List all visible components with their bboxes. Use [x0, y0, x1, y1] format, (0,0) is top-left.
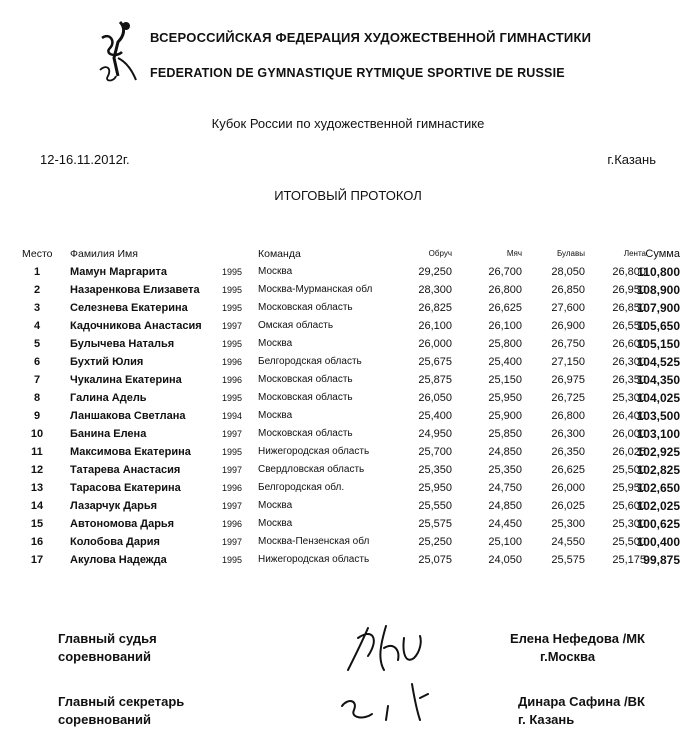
chief-judge-name: Елена Нефедова /МК — [510, 631, 645, 646]
athlete-name-cell: Тарасова Екатерина — [70, 482, 181, 494]
table-row — [0, 461, 696, 479]
table-row — [0, 299, 696, 317]
place-cell: 17 — [30, 554, 44, 566]
total-score-cell: 104,350 — [636, 373, 680, 387]
event-dates: 12-16.11.2012г. — [40, 152, 130, 167]
chief-secretary-label-line2: соревнований — [58, 712, 152, 727]
ribbon-score-cell: 25,300 — [612, 392, 646, 404]
header-total: Сумма — [645, 248, 680, 260]
ball-score-cell: 25,350 — [488, 464, 522, 476]
clubs-score-cell: 27,150 — [551, 356, 585, 368]
table-row — [0, 551, 696, 569]
ribbon-score-cell: 25,600 — [612, 500, 646, 512]
chief-secretary-label-line1: Главный секретарь — [58, 694, 185, 709]
total-score-cell: 103,500 — [636, 409, 680, 423]
clubs-score-cell: 25,300 — [551, 518, 585, 530]
ribbon-score-cell: 25,950 — [612, 482, 646, 494]
birth-year-cell: 1997 — [222, 321, 243, 331]
hoop-score-cell: 25,400 — [418, 410, 452, 422]
athlete-name-cell: Мамун Маргарита — [70, 266, 168, 278]
athlete-name-cell: Чукалина Екатерина — [70, 374, 182, 386]
table-row — [0, 443, 696, 461]
table-row — [0, 515, 696, 533]
total-score-cell: 107,900 — [636, 301, 680, 315]
birth-year-cell: 1995 — [222, 285, 243, 295]
table-header — [0, 245, 696, 263]
place-cell: 7 — [33, 374, 41, 386]
birth-year-cell: 1994 — [222, 411, 243, 421]
clubs-score-cell: 26,025 — [551, 500, 585, 512]
place-cell: 3 — [33, 302, 41, 314]
table-body — [0, 263, 696, 569]
total-score-cell: 102,825 — [636, 463, 680, 477]
place-cell: 10 — [30, 428, 44, 440]
gymnast-ribbon-logo-icon — [96, 18, 140, 84]
athlete-name-cell: Селезнева Екатерина — [70, 302, 188, 314]
place-cell: 14 — [30, 500, 44, 512]
chief-secretary-info — [518, 693, 645, 729]
hoop-score-cell: 25,700 — [418, 446, 452, 458]
chief-secretary-label — [58, 693, 184, 729]
birth-year-cell: 1997 — [222, 429, 243, 439]
ball-score-cell: 24,850 — [488, 446, 522, 458]
ribbon-score-cell: 26,025 — [612, 446, 646, 458]
ball-score-cell: 26,800 — [488, 284, 522, 296]
team-cell: Нижегородская область — [258, 446, 370, 457]
ribbon-score-cell: 26,550 — [612, 320, 646, 332]
team-cell: Москва — [258, 266, 293, 277]
results-table — [0, 245, 696, 569]
team-cell: Нижегородская область — [258, 554, 370, 565]
clubs-score-cell: 26,750 — [551, 338, 585, 350]
ball-score-cell: 24,050 — [488, 554, 522, 566]
birth-year-cell: 1995 — [222, 447, 243, 457]
place-cell: 2 — [33, 284, 41, 296]
team-cell: Москва — [258, 410, 293, 421]
header-place: Место — [22, 248, 53, 260]
team-cell: Москва — [258, 500, 293, 511]
hoop-score-cell: 25,075 — [418, 554, 452, 566]
birth-year-cell: 1996 — [222, 375, 243, 385]
table-row — [0, 533, 696, 551]
clubs-score-cell: 26,000 — [551, 482, 585, 494]
place-cell: 6 — [33, 356, 41, 368]
birth-year-cell: 1997 — [222, 537, 243, 547]
ball-score-cell: 24,850 — [488, 500, 522, 512]
athlete-name-cell: Татарева Анастасия — [70, 464, 181, 476]
place-cell: 16 — [30, 536, 44, 548]
header-hoop: Обруч — [428, 249, 452, 258]
ball-score-cell: 26,700 — [488, 266, 522, 278]
total-score-cell: 108,900 — [636, 283, 680, 297]
clubs-score-cell: 25,575 — [551, 554, 585, 566]
birth-year-cell: 1996 — [222, 357, 243, 367]
table-row — [0, 407, 696, 425]
ribbon-score-cell: 25,300 — [612, 518, 646, 530]
place-cell: 8 — [33, 392, 41, 404]
ball-score-cell: 26,100 — [488, 320, 522, 332]
place-cell: 9 — [33, 410, 41, 422]
ball-score-cell: 25,150 — [488, 374, 522, 386]
table-row — [0, 497, 696, 515]
hoop-score-cell: 25,875 — [418, 374, 452, 386]
total-score-cell: 102,925 — [636, 445, 680, 459]
clubs-score-cell: 27,600 — [551, 302, 585, 314]
team-cell: Московская область — [258, 302, 353, 313]
federation-name-ru: ВСЕРОССИЙСКАЯ ФЕДЕРАЦИЯ ХУДОЖЕСТВЕННОЙ ГИМНАСТИКИ — [150, 30, 592, 45]
team-cell: Свердловская область — [258, 464, 365, 475]
team-cell: Москва-Мурманская обл — [258, 284, 373, 295]
place-cell: 1 — [33, 266, 41, 278]
table-row — [0, 281, 696, 299]
team-cell: Белгородская область — [258, 356, 362, 367]
team-cell: Москва-Пензенская обл — [258, 536, 370, 547]
total-score-cell: 103,100 — [636, 427, 680, 441]
ball-score-cell: 25,100 — [488, 536, 522, 548]
hoop-score-cell: 24,950 — [418, 428, 452, 440]
table-row — [0, 479, 696, 497]
hoop-score-cell: 26,050 — [418, 392, 452, 404]
chief-judge-label — [58, 630, 157, 666]
athlete-name-cell: Банина Елена — [70, 428, 147, 440]
birth-year-cell: 1996 — [222, 483, 243, 493]
chief-judge-city: г.Москва — [540, 649, 596, 664]
athlete-name-cell: Акулова Надежда — [70, 554, 167, 566]
clubs-score-cell: 26,900 — [551, 320, 585, 332]
total-score-cell: 100,400 — [636, 535, 680, 549]
ribbon-score-cell: 26,400 — [612, 410, 646, 422]
hoop-score-cell: 25,675 — [418, 356, 452, 368]
protocol-title: ИТОГОВЫЙ ПРОТОКОЛ — [274, 188, 422, 203]
hoop-score-cell: 26,825 — [418, 302, 452, 314]
ball-score-cell: 25,900 — [488, 410, 522, 422]
table-row — [0, 425, 696, 443]
header-name: Фамилия Имя — [70, 248, 138, 260]
total-score-cell: 105,650 — [636, 319, 680, 333]
ball-score-cell: 24,450 — [488, 518, 522, 530]
header-ribbon: Лента — [623, 249, 646, 258]
clubs-score-cell: 26,625 — [551, 464, 585, 476]
athlete-name-cell: Максимова Екатерина — [70, 446, 191, 458]
total-score-cell: 99,875 — [643, 553, 680, 567]
birth-year-cell: 1995 — [222, 303, 243, 313]
team-cell: Москва — [258, 518, 293, 529]
header-team: Команда — [258, 248, 301, 260]
event-city: г.Казань — [607, 152, 656, 167]
athlete-name-cell: Галина Адель — [70, 392, 147, 404]
total-score-cell: 104,025 — [636, 391, 680, 405]
ribbon-score-cell: 25,500 — [612, 536, 646, 548]
athlete-name-cell: Бухтий Юлия — [70, 356, 144, 368]
clubs-score-cell: 26,300 — [551, 428, 585, 440]
place-cell: 15 — [30, 518, 44, 530]
chief-secretary-name: Динара Сафина /ВК — [518, 694, 645, 709]
ribbon-score-cell: 26,800 — [612, 266, 646, 278]
table-row — [0, 371, 696, 389]
chief-judge-label-line1: Главный судья — [58, 631, 157, 646]
total-score-cell: 102,025 — [636, 499, 680, 513]
ball-score-cell: 26,625 — [488, 302, 522, 314]
ribbon-score-cell: 26,850 — [612, 302, 646, 314]
ribbon-score-cell: 25,500 — [612, 464, 646, 476]
table-row — [0, 263, 696, 281]
athlete-name-cell: Назаренкова Елизавета — [70, 284, 200, 296]
birth-year-cell: 1995 — [222, 555, 243, 565]
clubs-score-cell: 24,550 — [551, 536, 585, 548]
team-cell: Московская область — [258, 392, 353, 403]
ribbon-score-cell: 26,000 — [612, 428, 646, 440]
clubs-score-cell: 26,800 — [551, 410, 585, 422]
clubs-score-cell: 28,050 — [551, 266, 585, 278]
ribbon-score-cell: 26,350 — [612, 374, 646, 386]
team-cell: Московская область — [258, 374, 353, 385]
team-cell: Белгородская обл. — [258, 482, 345, 493]
table-row — [0, 389, 696, 407]
hoop-score-cell: 29,250 — [418, 266, 452, 278]
ribbon-score-cell: 26,950 — [612, 284, 646, 296]
handwritten-signature-icon — [328, 598, 478, 728]
birth-year-cell: 1995 — [222, 267, 243, 277]
event-title: Кубок России по художественной гимнастике — [211, 116, 485, 131]
hoop-score-cell: 25,550 — [418, 500, 452, 512]
hoop-score-cell: 25,250 — [418, 536, 452, 548]
ribbon-score-cell: 26,300 — [612, 356, 646, 368]
athlete-name-cell: Ланшакова Светлана — [70, 410, 186, 422]
birth-year-cell: 1996 — [222, 519, 243, 529]
hoop-score-cell: 28,300 — [418, 284, 452, 296]
chief-secretary-city: г. Казань — [518, 712, 575, 727]
header-ball: Мяч — [506, 249, 522, 258]
place-cell: 13 — [30, 482, 44, 494]
place-cell: 12 — [30, 464, 44, 476]
athlete-name-cell: Кадочникова Анастасия — [70, 320, 202, 332]
clubs-score-cell: 26,350 — [551, 446, 585, 458]
chief-judge-label-line2: соревнований — [58, 649, 152, 664]
header-clubs: Булавы — [556, 249, 585, 258]
birth-year-cell: 1995 — [222, 393, 243, 403]
ribbon-score-cell: 25,175 — [612, 554, 646, 566]
place-cell: 11 — [31, 446, 43, 458]
team-cell: Московская область — [258, 428, 353, 439]
athlete-name-cell: Лазарчук Дарья — [70, 500, 158, 512]
total-score-cell: 100,625 — [636, 517, 680, 531]
clubs-score-cell: 26,975 — [551, 374, 585, 386]
athlete-name-cell: Булычева Наталья — [70, 338, 175, 350]
ball-score-cell: 25,950 — [488, 392, 522, 404]
birth-year-cell: 1995 — [222, 339, 243, 349]
ball-score-cell: 25,850 — [488, 428, 522, 440]
place-cell: 4 — [33, 320, 41, 332]
clubs-score-cell: 26,725 — [551, 392, 585, 404]
table-row — [0, 317, 696, 335]
total-score-cell: 104,525 — [636, 355, 680, 369]
total-score-cell: 110,800 — [637, 265, 680, 279]
total-score-cell: 102,650 — [636, 481, 680, 495]
table-row — [0, 353, 696, 371]
federation-name-fr: FEDERATION DE GYMNASTIQUE RYTMIQUE SPORTIVE DE RUSSIE — [150, 66, 565, 80]
hoop-score-cell: 26,100 — [418, 320, 452, 332]
total-score-cell: 105,150 — [636, 337, 680, 351]
ribbon-score-cell: 26,600 — [612, 338, 646, 350]
chief-judge-info — [510, 630, 645, 666]
team-cell: Омская область — [258, 320, 334, 331]
ball-score-cell: 24,750 — [488, 482, 522, 494]
hoop-score-cell: 25,350 — [418, 464, 452, 476]
hoop-score-cell: 26,000 — [418, 338, 452, 350]
clubs-score-cell: 26,850 — [551, 284, 585, 296]
ball-score-cell: 25,800 — [488, 338, 522, 350]
hoop-score-cell: 25,950 — [418, 482, 452, 494]
athlete-name-cell: Автономова Дарья — [70, 518, 175, 530]
ball-score-cell: 25,400 — [488, 356, 522, 368]
team-cell: Москва — [258, 338, 293, 349]
birth-year-cell: 1997 — [222, 501, 243, 511]
hoop-score-cell: 25,575 — [418, 518, 452, 530]
table-row — [0, 335, 696, 353]
athlete-name-cell: Колобова Дария — [70, 536, 160, 548]
place-cell: 5 — [33, 338, 41, 350]
birth-year-cell: 1997 — [222, 465, 243, 475]
